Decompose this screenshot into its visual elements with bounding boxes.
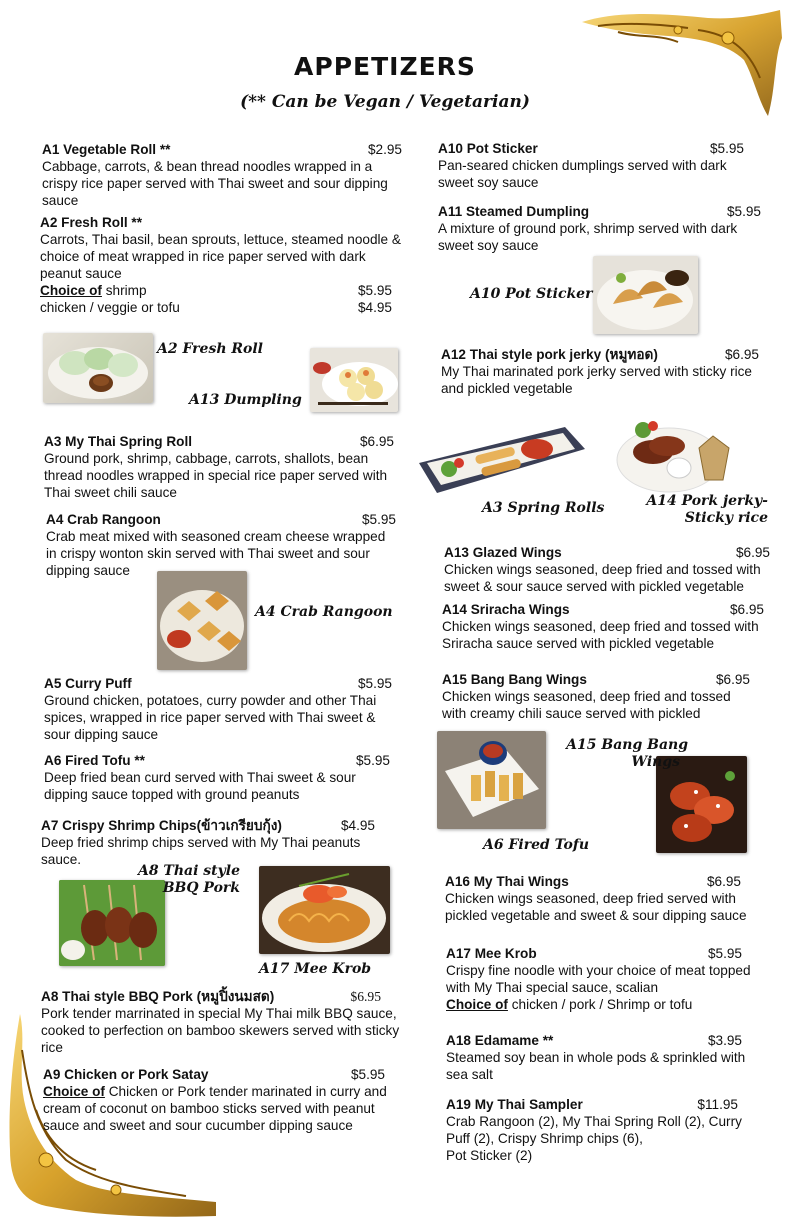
bbq-pork-caption: [128, 863, 240, 897]
item-name: A11 Steamed Dumpling: [438, 204, 590, 219]
item-name: A7 Crispy Shrimp Chips(ข้าวเกรียบกุ้ง): [41, 818, 282, 833]
menu-item-a10: [438, 140, 744, 191]
caption-line: BBQ Pork: [162, 880, 240, 896]
option-price: $4.95: [357, 300, 392, 315]
item-description: Ground chicken, potatoes, curry powder and other Thai spices, wrapped in rice paper served with Thai sweet & sour dipping sauce: [44, 693, 377, 742]
menu-item-a16: [445, 873, 767, 924]
crab-rangoon-photo: [157, 571, 247, 670]
item-name: A1 Vegetable Roll **: [42, 142, 171, 157]
item-description: Chicken wings seasoned, deep fried and tossed with creamy chili sauce served with pickled: [442, 689, 731, 721]
menu-item-a2: [40, 214, 405, 316]
spring-rolls-photo: [415, 419, 587, 497]
item-name: A12 Thai style pork jerky (หมูทอด): [441, 347, 658, 362]
item-price: $5.95: [709, 141, 744, 156]
caption-line: A15 Bang Bang: [566, 737, 688, 753]
page-title: APPETIZERS: [294, 52, 476, 81]
item-price: $5.95: [355, 753, 390, 768]
pot-sticker-caption: A10 Pot Sticker: [470, 286, 593, 302]
item-description: Pork tender marrinated in special My Thai milk BBQ sauce, cooked to perfection on bamboo skewers served with sticky rice: [41, 1006, 400, 1055]
item-price: $5.95: [726, 204, 761, 219]
item-description-cont: Pot Sticker (2): [446, 1148, 533, 1163]
menu-item-a7: [41, 817, 375, 868]
item-name: A9 Chicken or Pork Satay: [43, 1067, 209, 1082]
menu-item-a17: [446, 945, 766, 1013]
item-description: Cabbage, carrots, & bean thread noodles wrapped in a crispy rice paper served with Thai sweet and sour dipping sauce: [42, 159, 388, 208]
item-price: $5.95: [357, 676, 392, 691]
item-description: Crab meat mixed with seasoned cream cheese wrapped in crispy wonton skin served with Thai sweet and sour dipping sauce: [46, 529, 386, 578]
mee-krob-caption: A17 Mee Krob: [259, 961, 372, 977]
item-description: Chicken wings seasoned, deep fried and tossed with sweet & sour sauce served with pickled vegetable: [444, 562, 761, 594]
item-price: $6.95: [706, 874, 741, 889]
option-label: shrimp: [105, 283, 147, 298]
item-name: A18 Edamame **: [446, 1033, 554, 1048]
item-description: Deep fried shrimp chips served with My Thai peanuts sauce.: [41, 835, 361, 867]
crab-rangoon-caption: A4 Crab Rangoon: [255, 604, 393, 620]
item-description: Chicken or Pork tender marinated in curry and cream of coconut on bamboo sticks served with peanut sauce and sweet and sour cucumber dipping sauce: [43, 1084, 387, 1133]
menu-item-a18: [446, 1032, 766, 1083]
menu-item-a11: [438, 203, 761, 254]
item-description: Carrots, Thai basil, bean sprouts, lettuce, steamed noodle & choice of meat wrapped in rice paper served with dark peanut sauce: [40, 232, 401, 281]
item-price: $3.95: [707, 1033, 742, 1048]
menu-item-a3: [44, 433, 394, 501]
pork-jerky-photo: [613, 408, 735, 496]
choice-label: Choice of: [446, 997, 508, 1012]
item-price: $6.95: [715, 672, 750, 687]
item-description: Crab Rangoon (2), My Thai Spring Roll (2), Curry Puff (2), Crispy Shrimp chips (6),: [446, 1114, 742, 1146]
fired-tofu-caption: A6 Fired Tofu: [483, 837, 590, 853]
menu-item-a14: [442, 601, 768, 652]
item-price: $5.95: [350, 1067, 385, 1082]
item-name: A19 My Thai Sampler: [446, 1097, 583, 1112]
item-price: $5.95: [707, 946, 742, 961]
menu-item-a13: [444, 544, 770, 595]
item-price: $11.95: [697, 1097, 738, 1112]
item-description: My Thai marinated pork jerky served with sticky rice and pickled vegetable: [441, 364, 752, 396]
item-price: $6.95: [735, 545, 770, 560]
choice-label: Choice of: [40, 283, 102, 298]
item-price: $6.95: [350, 989, 381, 1004]
menu-item-a12: [441, 346, 766, 397]
item-description: Ground pork, shrimp, cabbage, carrots, shallots, bean thread noodles wrapped in special rice paper served with Thai sweet chili sauce: [44, 451, 388, 500]
item-name: A5 Curry Puff: [44, 676, 132, 691]
caption-line: A14 Pork jerky-: [646, 493, 768, 509]
menu-item-a6: [44, 752, 390, 803]
dumpling-caption: A13 Dumpling: [189, 392, 302, 408]
menu-item-a15: [442, 671, 750, 722]
item-name: A8 Thai style BBQ Pork (หมูปิ้งนมสด): [41, 989, 275, 1004]
item-description: Chicken wings seasoned, deep fried and tossed with Sriracha sauce served with pickled vegetable: [442, 619, 759, 651]
item-name: A16 My Thai Wings: [445, 874, 569, 889]
menu-item-a9: [43, 1066, 403, 1134]
choice-label: Choice of: [43, 1084, 105, 1099]
item-description: Chicken wings seasoned, deep fried served with pickled vegetable and sweet & sour dipping sauce: [445, 891, 747, 923]
caption-line: Sticky rice: [684, 510, 768, 526]
menu-item-a19: [446, 1096, 766, 1164]
caption-line: A8 Thai style: [137, 863, 240, 879]
item-description: Steamed soy bean in whole pods & sprinkled with sea salt: [446, 1050, 746, 1082]
item-name: A6 Fired Tofu **: [44, 753, 145, 768]
item-price: $2.95: [367, 142, 402, 157]
item-price: $5.95: [361, 512, 396, 527]
mee-krob-photo: [259, 866, 390, 954]
caption-line: Wings: [631, 754, 680, 770]
item-name: A4 Crab Rangoon: [46, 512, 161, 527]
item-name: A3 My Thai Spring Roll: [44, 434, 193, 449]
item-description: A mixture of ground pork, shrimp served with dark sweet soy sauce: [438, 221, 738, 253]
item-price: $6.95: [729, 602, 764, 617]
menu-item-a5: [44, 675, 392, 743]
pot-sticker-photo: [593, 256, 698, 334]
option-price: $5.95: [357, 283, 392, 298]
fired-tofu-photo: [437, 731, 546, 829]
fresh-roll-photo: [43, 333, 153, 403]
menu-item-a1: [42, 141, 402, 209]
menu-item-a4: [46, 511, 396, 579]
fresh-roll-caption: A2 Fresh Roll: [157, 341, 263, 357]
bang-bang-wings-caption: [560, 737, 688, 771]
item-name: A10 Pot Sticker: [438, 141, 538, 156]
pork-jerky-caption: [640, 493, 768, 527]
dumpling-photo: [310, 348, 398, 412]
menu-item-a8: [41, 988, 413, 1056]
item-description: Crispy fine noodle with your choice of meat topped with My Thai special sauce, scalian: [446, 963, 751, 995]
spring-rolls-caption: A3 Spring Rolls: [482, 500, 605, 516]
item-name: A2 Fresh Roll **: [40, 215, 142, 230]
item-price: $4.95: [340, 818, 375, 833]
item-price: $6.95: [724, 347, 759, 362]
item-name: A14 Sriracha Wings: [442, 602, 570, 617]
item-description: Deep fried bean curd served with Thai sweet & sour dipping sauce topped with ground peanuts: [44, 770, 356, 802]
page-subtitle: (** Can be Vegan / Vegetarian): [240, 92, 530, 112]
item-name: A13 Glazed Wings: [444, 545, 562, 560]
item-description: Pan-seared chicken dumplings served with dark sweet soy sauce: [438, 158, 727, 190]
item-name: A17 Mee Krob: [446, 946, 537, 961]
option-label: chicken / veggie or tofu: [40, 300, 180, 315]
item-name: A15 Bang Bang Wings: [442, 672, 587, 687]
item-price: $6.95: [359, 434, 394, 449]
choice-options: chicken / pork / Shrimp or tofu: [511, 997, 693, 1012]
